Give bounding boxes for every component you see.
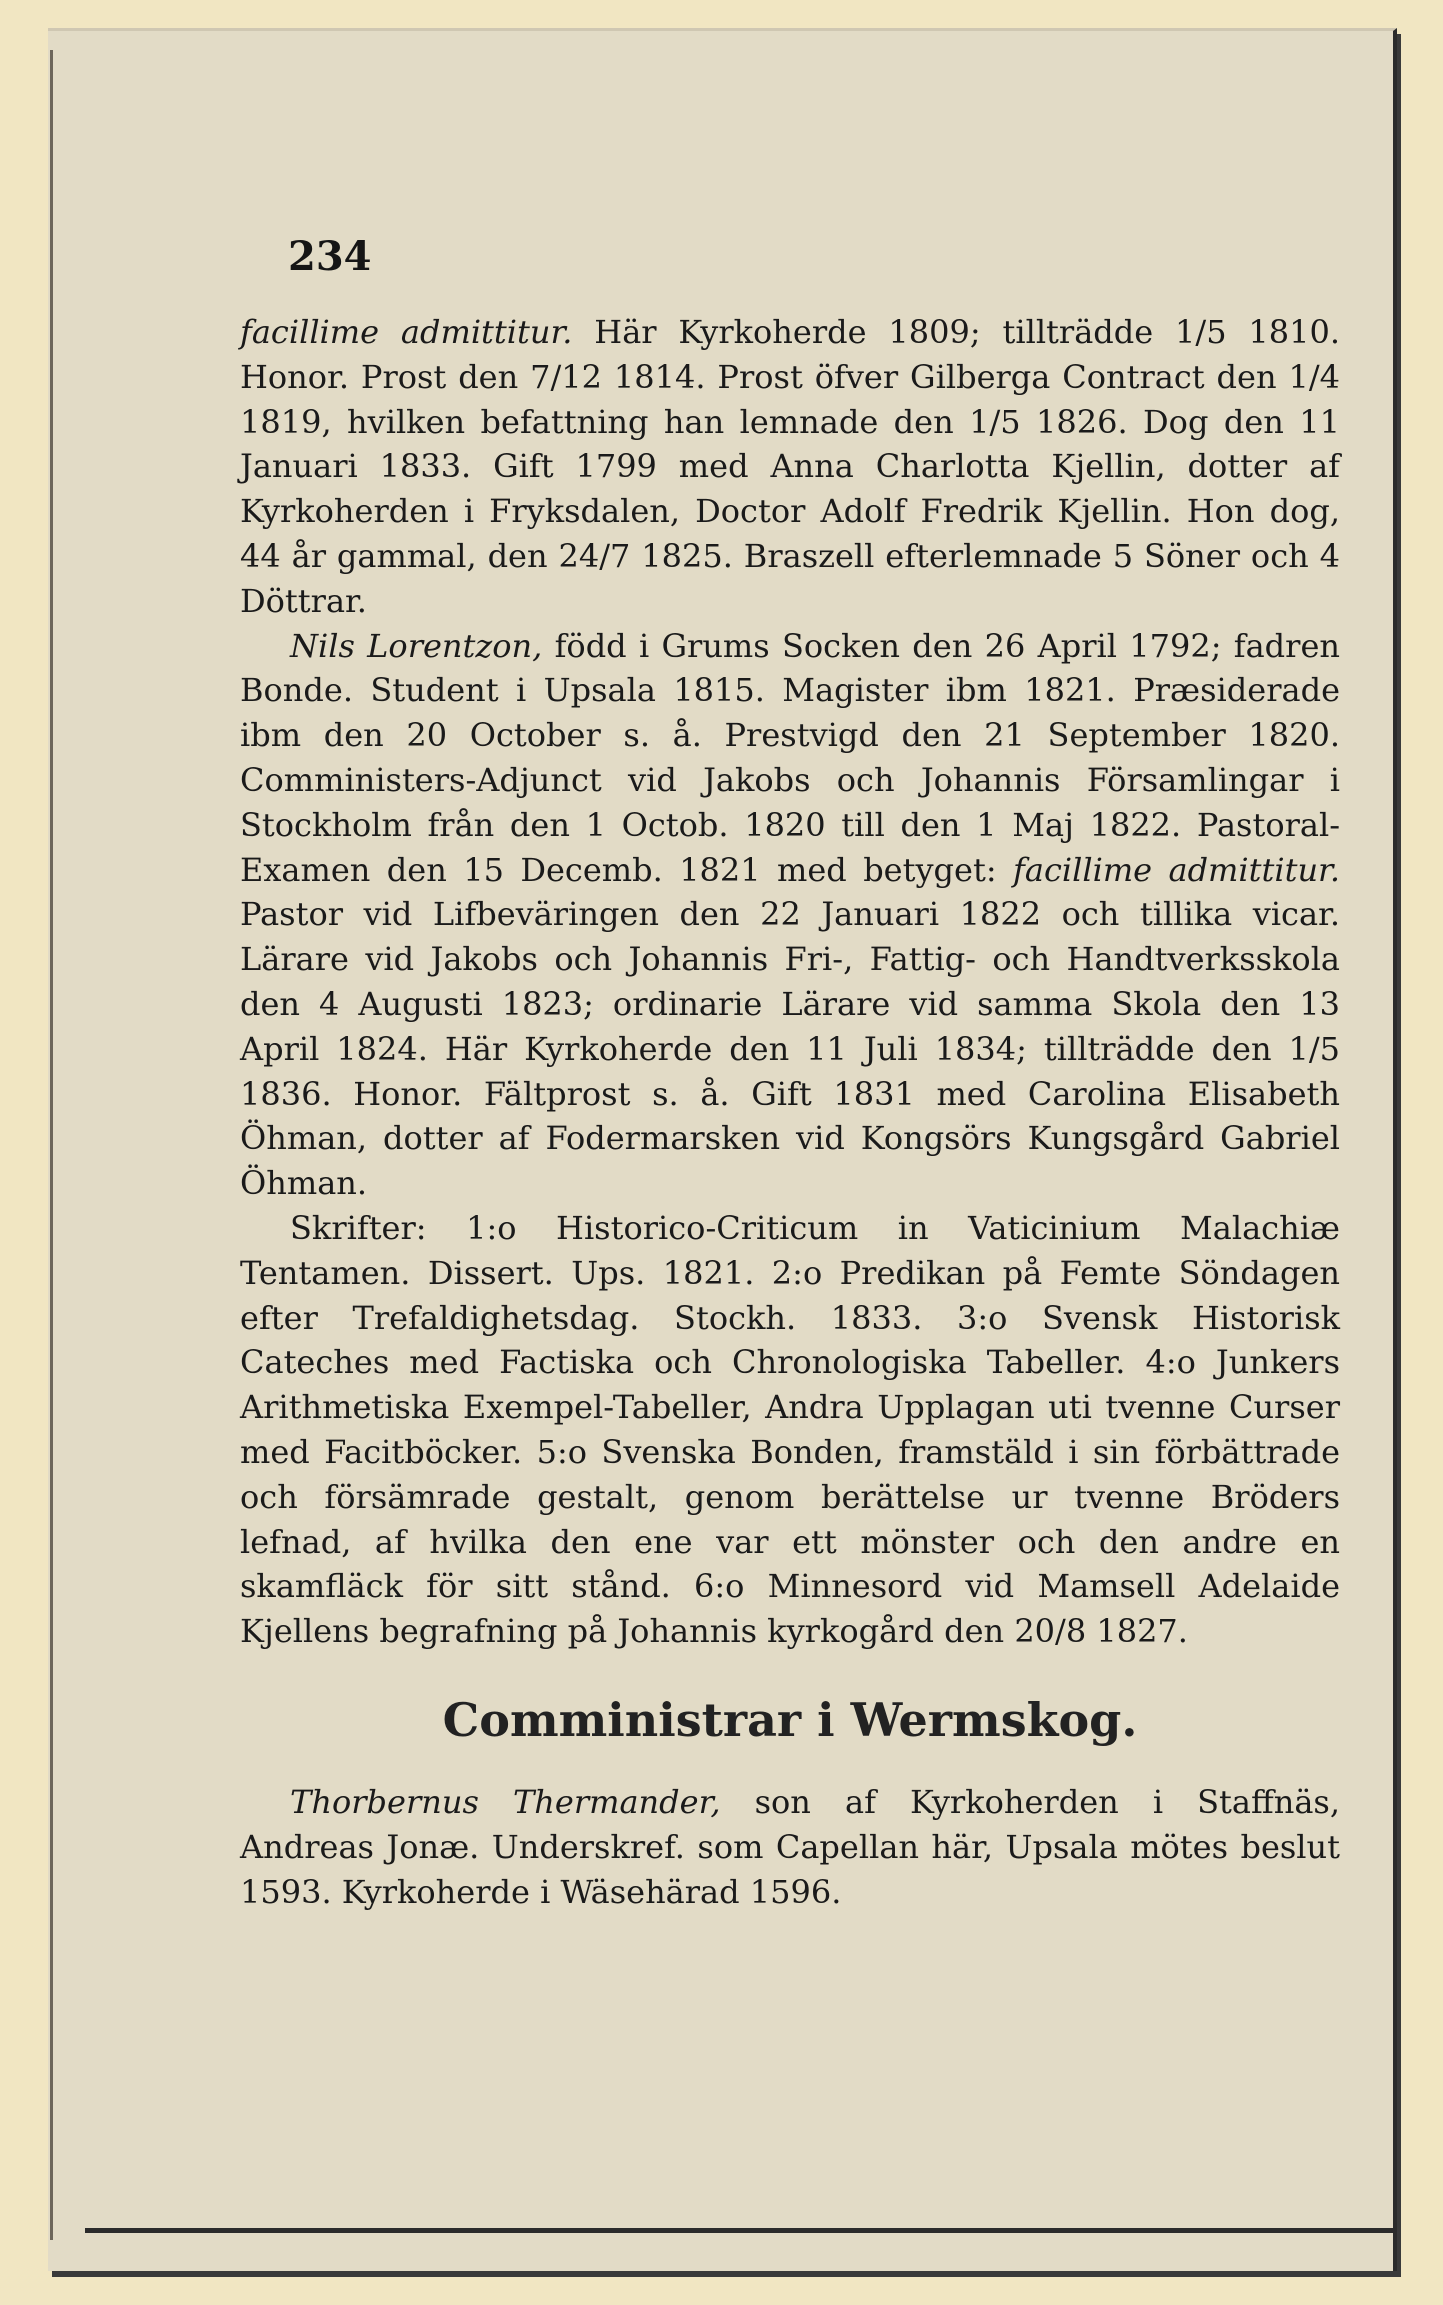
entry-nils-lorentzon [240,624,1340,1206]
entry-braszell-continued [240,310,1340,624]
writings-text: Skrifter: 1:o Historico-Criticum in Vaticinium Malachiæ Tentamen. Dissert. Ups. 1821. 2:o Predikan på Femte Söndagen efter Trefaldighetsdag. Stockh. 1833. 3:o Svensk Historisk Cateches med Factiska och Chronologiska Tabeller. 4:o Junkers Arithmetiska Exempel-Tabeller, Andra Upplagan uti tvenne Curser med Facitböcker. 5:o Svenska Bonden, framstäld i sin förbättrade och försämrade gestalt, genom berättelse ur tvenne Bröders lefnad, af hvilka den ene var ett mönster och den andre en skamfläck för sitt stånd. 6:o Minnesord vid Mamsell Adelaide Kjellens begrafning på Johannis kyrkogård den 20/8 1827. [240,1208,1340,1651]
page-number: 234 [288,233,372,280]
page-bottom-edge [85,2228,1395,2233]
entry1-lead: facillime admittitur. [240,313,573,351]
writings-list [240,1206,1340,1654]
entry3-name: Thorbernus Thermander, [290,1783,721,1822]
entry3-text: son af Kyrkoherden i Staffnäs, Andreas Jonæ. Underskref. som Capellan här, Upsala mötes beslut 1593. Kyrkoherde i Wäsehärad 1596. [240,1783,1341,1911]
entry2-name: Nils Lorentzon, [290,626,543,665]
entry1-text: Här Kyrkoherde 1809; tillträdde 1/5 1810. Honor. Prost den 7/12 1814. Prost öfver Gilberga Contract den 1/4 1819, hvilken befattning han lemnade den 1/5 1826. Dog den 11 Januari 1833. Gift 1799 med Anna Charlotta Kjellin, dotter af Kyrkoherden i Fryksdalen, Doctor Adolf Fredrik Kjellin. Hon dog, 44 år gammal, den 24/7 1825. Braszell efterlemnade 5 Söner och 4 Döttrar. [240,313,1341,620]
entry2-text-b: Pastor vid Lifbeväringen den 22 Januari 1822 och tillika vicar. Lärare vid Jakobs och Johannis Fri-, Fattig- och Handtverksskola den 4 Augusti 1823; ordinarie Lärare vid samma Skola den 13 April 1824. Här Kyrkoherde den 11 Juli 1834; tillträdde den 1/5 1836. Honor. Fältprost s. å. Gift 1831 med Carolina Elisabeth Öhman, dotter af Fodermarsken vid Kongsörs Kungsgård Gabriel Öhman. [240,895,1340,1203]
entry2-grade: facillime admittitur. [1013,850,1341,889]
entry2-text-a: född i Grums Socken den 26 April 1792; fadren Bonde. Student i Upsala 1815. Magister ibm 1821. Præsiderade ibm den 20 October s. å. Prestvigd den 21 September 1820. Comministers-Adjunct vid Jakobs och Johannis Församlingar i Stockholm från den 1 Octob. 1820 till den 1 Maj 1822. Pastoral-Examen den 15 Decemb. 1821 med betyget: [240,626,1340,889]
section-heading: Comministrar i Wermskog. [442,1692,1138,1747]
page-left-edge [50,50,53,2240]
page-body [240,310,1340,1915]
entry-thermander [240,1780,1340,1914]
